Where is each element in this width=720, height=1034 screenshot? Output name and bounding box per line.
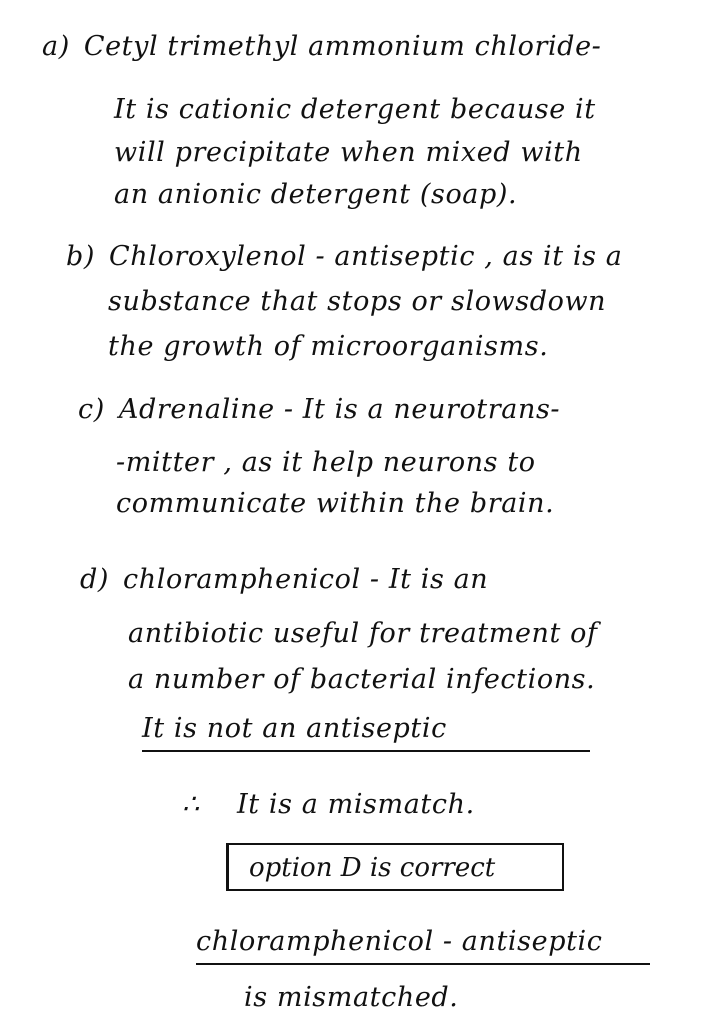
- item-b-heading: [66, 240, 622, 274]
- therefore-symbol: ∴: [182, 789, 200, 820]
- underline-not-antiseptic: [142, 750, 590, 752]
- item-c-line-1: -mitter , as it help neurons to: [116, 447, 536, 478]
- item-a-title: Cetyl trimethyl ammonium chloride-: [83, 31, 602, 62]
- item-c-heading: [78, 393, 560, 427]
- mismatch-text: It is a mismatch.: [236, 789, 475, 820]
- item-a-line-1: It is cationic detergent because it: [114, 94, 596, 125]
- item-a-heading: [42, 30, 601, 64]
- item-b-line-1: substance that stops or slowsdown: [108, 286, 607, 317]
- final-line-2: is mismatched.: [244, 982, 459, 1013]
- final-line-1: chloramphenicol - antiseptic: [196, 926, 603, 957]
- item-b-title: Chloroxylenol - antiseptic , as it is a: [109, 241, 623, 272]
- item-a-line-2: will precipitate when mixed with: [114, 137, 583, 168]
- item-a-label: a): [42, 31, 70, 62]
- answer-box: [226, 843, 564, 891]
- item-c-title: Adrenaline - It is a neurotrans-: [118, 394, 561, 425]
- item-d-line-1: antibiotic useful for treatment of: [128, 618, 598, 649]
- item-d-label: d): [80, 564, 110, 595]
- item-c-line-2: communicate within the brain.: [116, 488, 555, 519]
- therefore-line: [182, 788, 475, 822]
- item-d-title: chloramphenicol - It is an: [123, 564, 489, 595]
- item-b-line-2: the growth of microorganisms.: [108, 331, 549, 362]
- underline-final: [196, 963, 650, 965]
- item-d-heading: [80, 563, 488, 597]
- item-d-line-2: a number of bacterial infections.: [128, 664, 596, 695]
- item-b-label: b): [66, 241, 96, 272]
- item-d-line-3: It is not an antiseptic: [142, 713, 447, 744]
- item-a-line-3: an anionic detergent (soap).: [114, 179, 518, 210]
- boxed-answer: option D is correct: [249, 853, 496, 883]
- item-c-label: c): [78, 394, 105, 425]
